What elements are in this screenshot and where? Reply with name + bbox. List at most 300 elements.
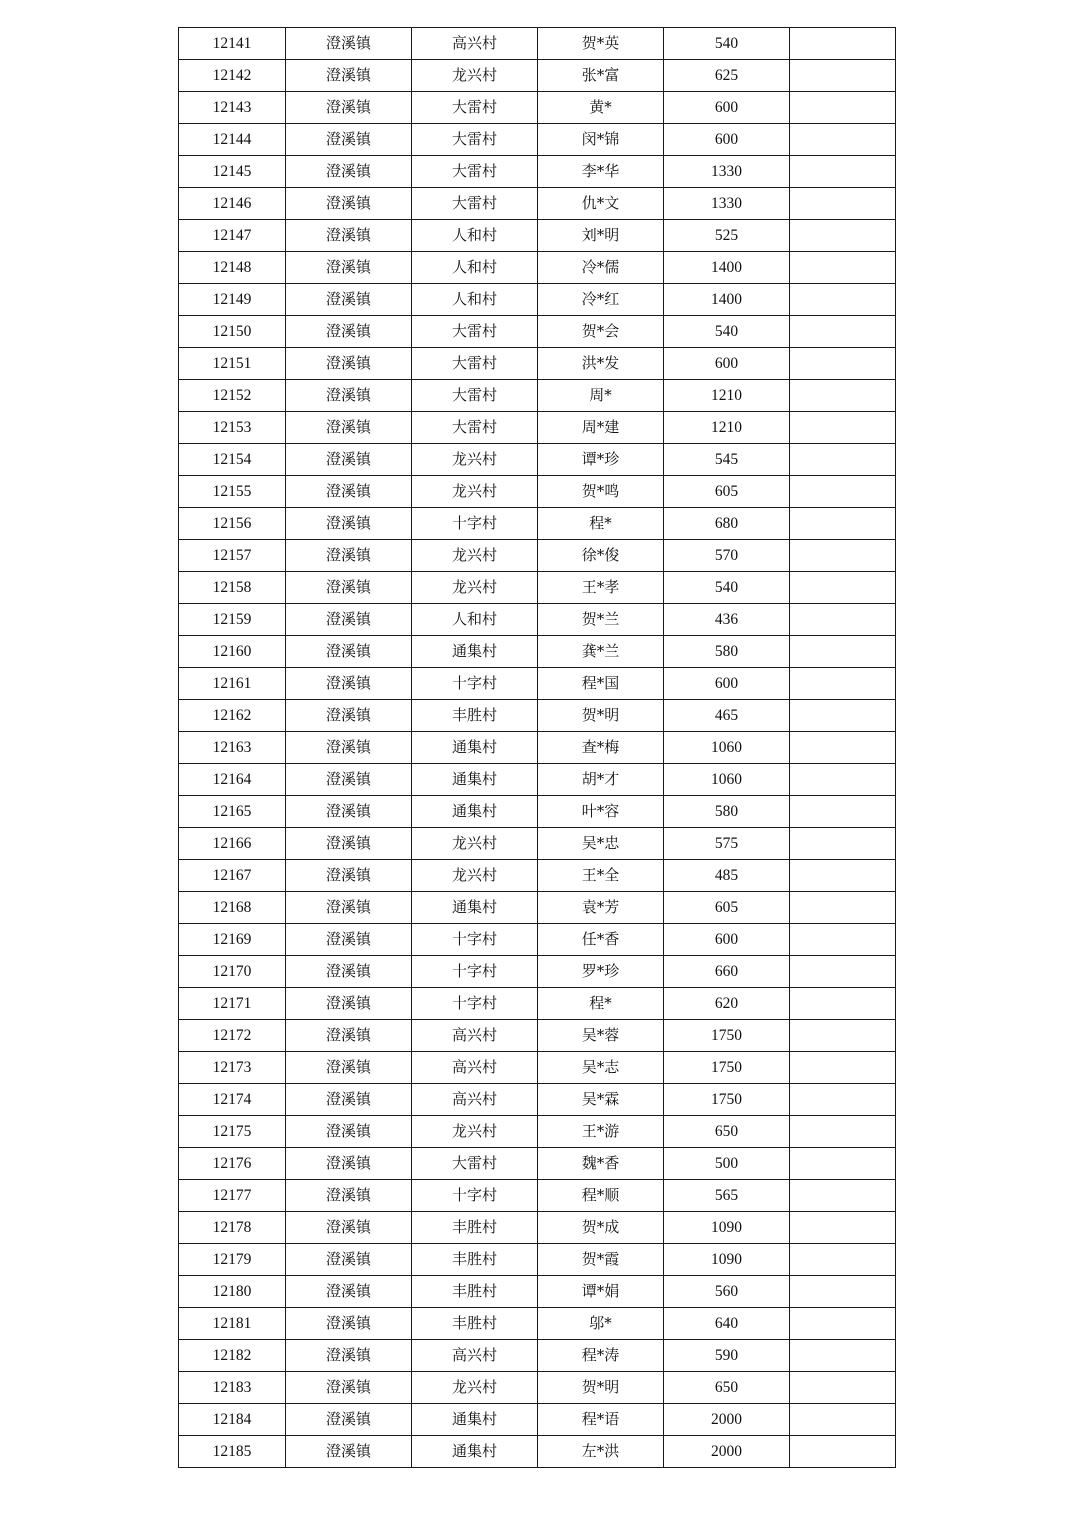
person-name-cell: 程*语 xyxy=(538,1404,664,1436)
town-cell: 澄溪镇 xyxy=(286,604,412,636)
village-cell: 十字村 xyxy=(412,956,538,988)
person-name-cell: 贺*霞 xyxy=(538,1244,664,1276)
town-cell: 澄溪镇 xyxy=(286,476,412,508)
person-name-cell: 袁*芳 xyxy=(538,892,664,924)
village-cell: 丰胜村 xyxy=(412,1276,538,1308)
town-cell: 澄溪镇 xyxy=(286,1340,412,1372)
table-row xyxy=(179,764,896,796)
amount-cell: 1330 xyxy=(664,188,790,220)
amount-cell: 1750 xyxy=(664,1020,790,1052)
table-row xyxy=(179,476,896,508)
serial-number-cell: 12166 xyxy=(179,828,286,860)
village-cell: 大雷村 xyxy=(412,188,538,220)
serial-number-cell: 12149 xyxy=(179,284,286,316)
person-name-cell: 邬* xyxy=(538,1308,664,1340)
serial-number-cell: 12168 xyxy=(179,892,286,924)
person-name-cell: 周* xyxy=(538,380,664,412)
note-cell xyxy=(790,764,896,796)
note-cell xyxy=(790,316,896,348)
serial-number-cell: 12169 xyxy=(179,924,286,956)
town-cell: 澄溪镇 xyxy=(286,956,412,988)
amount-cell: 1210 xyxy=(664,412,790,444)
village-cell: 高兴村 xyxy=(412,1084,538,1116)
person-name-cell: 冷*儒 xyxy=(538,252,664,284)
amount-cell: 1330 xyxy=(664,156,790,188)
village-cell: 十字村 xyxy=(412,924,538,956)
village-cell: 人和村 xyxy=(412,284,538,316)
note-cell xyxy=(790,636,896,668)
serial-number-cell: 12155 xyxy=(179,476,286,508)
village-cell: 人和村 xyxy=(412,252,538,284)
serial-number-cell: 12170 xyxy=(179,956,286,988)
town-cell: 澄溪镇 xyxy=(286,636,412,668)
amount-cell: 500 xyxy=(664,1148,790,1180)
person-name-cell: 魏*香 xyxy=(538,1148,664,1180)
town-cell: 澄溪镇 xyxy=(286,92,412,124)
town-cell: 澄溪镇 xyxy=(286,60,412,92)
amount-cell: 640 xyxy=(664,1308,790,1340)
table-row xyxy=(179,956,896,988)
table-row xyxy=(179,1372,896,1404)
town-cell: 澄溪镇 xyxy=(286,1404,412,1436)
village-cell: 龙兴村 xyxy=(412,60,538,92)
note-cell xyxy=(790,860,896,892)
town-cell: 澄溪镇 xyxy=(286,764,412,796)
person-name-cell: 贺*英 xyxy=(538,28,664,60)
note-cell xyxy=(790,732,896,764)
note-cell xyxy=(790,956,896,988)
serial-number-cell: 12174 xyxy=(179,1084,286,1116)
town-cell: 澄溪镇 xyxy=(286,1116,412,1148)
note-cell xyxy=(790,572,896,604)
note-cell xyxy=(790,1308,896,1340)
town-cell: 澄溪镇 xyxy=(286,860,412,892)
village-cell: 人和村 xyxy=(412,220,538,252)
note-cell xyxy=(790,1084,896,1116)
amount-cell: 540 xyxy=(664,572,790,604)
person-name-cell: 龚*兰 xyxy=(538,636,664,668)
village-cell: 大雷村 xyxy=(412,124,538,156)
table-row xyxy=(179,60,896,92)
village-cell: 龙兴村 xyxy=(412,444,538,476)
person-name-cell: 胡*才 xyxy=(538,764,664,796)
amount-cell: 1060 xyxy=(664,764,790,796)
village-cell: 丰胜村 xyxy=(412,1212,538,1244)
village-cell: 龙兴村 xyxy=(412,1116,538,1148)
serial-number-cell: 12141 xyxy=(179,28,286,60)
note-cell xyxy=(790,444,896,476)
town-cell: 澄溪镇 xyxy=(286,828,412,860)
person-name-cell: 吴*蓉 xyxy=(538,1020,664,1052)
amount-cell: 2000 xyxy=(664,1404,790,1436)
serial-number-cell: 12148 xyxy=(179,252,286,284)
amount-cell: 575 xyxy=(664,828,790,860)
amount-cell: 436 xyxy=(664,604,790,636)
person-name-cell: 查*梅 xyxy=(538,732,664,764)
table-row xyxy=(179,348,896,380)
town-cell: 澄溪镇 xyxy=(286,252,412,284)
note-cell xyxy=(790,1404,896,1436)
note-cell xyxy=(790,156,896,188)
person-name-cell: 仇*文 xyxy=(538,188,664,220)
amount-cell: 1090 xyxy=(664,1212,790,1244)
serial-number-cell: 12164 xyxy=(179,764,286,796)
town-cell: 澄溪镇 xyxy=(286,668,412,700)
serial-number-cell: 12171 xyxy=(179,988,286,1020)
person-name-cell: 贺*兰 xyxy=(538,604,664,636)
table-row xyxy=(179,700,896,732)
amount-cell: 1750 xyxy=(664,1052,790,1084)
table-row xyxy=(179,188,896,220)
note-cell xyxy=(790,476,896,508)
person-name-cell: 程*国 xyxy=(538,668,664,700)
village-cell: 龙兴村 xyxy=(412,860,538,892)
amount-cell: 540 xyxy=(664,28,790,60)
village-cell: 丰胜村 xyxy=(412,700,538,732)
amount-cell: 650 xyxy=(664,1116,790,1148)
note-cell xyxy=(790,380,896,412)
note-cell xyxy=(790,124,896,156)
note-cell xyxy=(790,1116,896,1148)
person-name-cell: 叶*容 xyxy=(538,796,664,828)
note-cell xyxy=(790,348,896,380)
serial-number-cell: 12161 xyxy=(179,668,286,700)
note-cell xyxy=(790,92,896,124)
serial-number-cell: 12163 xyxy=(179,732,286,764)
village-cell: 丰胜村 xyxy=(412,1244,538,1276)
amount-cell: 680 xyxy=(664,508,790,540)
person-name-cell: 谭*珍 xyxy=(538,444,664,476)
amount-cell: 540 xyxy=(664,316,790,348)
table-row xyxy=(179,316,896,348)
town-cell: 澄溪镇 xyxy=(286,348,412,380)
town-cell: 澄溪镇 xyxy=(286,1180,412,1212)
serial-number-cell: 12151 xyxy=(179,348,286,380)
village-cell: 丰胜村 xyxy=(412,1308,538,1340)
amount-cell: 1090 xyxy=(664,1244,790,1276)
town-cell: 澄溪镇 xyxy=(286,316,412,348)
amount-cell: 660 xyxy=(664,956,790,988)
serial-number-cell: 12152 xyxy=(179,380,286,412)
serial-number-cell: 12162 xyxy=(179,700,286,732)
table-row xyxy=(179,284,896,316)
town-cell: 澄溪镇 xyxy=(286,732,412,764)
serial-number-cell: 12142 xyxy=(179,60,286,92)
town-cell: 澄溪镇 xyxy=(286,380,412,412)
table-row xyxy=(179,1148,896,1180)
table-row xyxy=(179,124,896,156)
village-cell: 大雷村 xyxy=(412,348,538,380)
table-row xyxy=(179,604,896,636)
town-cell: 澄溪镇 xyxy=(286,284,412,316)
serial-number-cell: 12182 xyxy=(179,1340,286,1372)
table-row xyxy=(179,1340,896,1372)
town-cell: 澄溪镇 xyxy=(286,796,412,828)
table-row xyxy=(179,156,896,188)
amount-cell: 1060 xyxy=(664,732,790,764)
amount-cell: 1750 xyxy=(664,1084,790,1116)
note-cell xyxy=(790,508,896,540)
table-row xyxy=(179,444,896,476)
village-cell: 高兴村 xyxy=(412,1052,538,1084)
village-cell: 大雷村 xyxy=(412,380,538,412)
village-cell: 大雷村 xyxy=(412,92,538,124)
town-cell: 澄溪镇 xyxy=(286,1052,412,1084)
town-cell: 澄溪镇 xyxy=(286,508,412,540)
amount-cell: 605 xyxy=(664,892,790,924)
town-cell: 澄溪镇 xyxy=(286,1020,412,1052)
person-name-cell: 贺*明 xyxy=(538,1372,664,1404)
amount-cell: 580 xyxy=(664,636,790,668)
serial-number-cell: 12143 xyxy=(179,92,286,124)
town-cell: 澄溪镇 xyxy=(286,892,412,924)
table-row xyxy=(179,412,896,444)
amount-cell: 545 xyxy=(664,444,790,476)
town-cell: 澄溪镇 xyxy=(286,188,412,220)
note-cell xyxy=(790,1052,896,1084)
village-cell: 大雷村 xyxy=(412,1148,538,1180)
person-name-cell: 黄* xyxy=(538,92,664,124)
town-cell: 澄溪镇 xyxy=(286,156,412,188)
serial-number-cell: 12159 xyxy=(179,604,286,636)
serial-number-cell: 12145 xyxy=(179,156,286,188)
town-cell: 澄溪镇 xyxy=(286,1148,412,1180)
person-name-cell: 吴*霖 xyxy=(538,1084,664,1116)
town-cell: 澄溪镇 xyxy=(286,220,412,252)
village-cell: 通集村 xyxy=(412,1436,538,1468)
village-cell: 高兴村 xyxy=(412,1020,538,1052)
person-name-cell: 谭*娟 xyxy=(538,1276,664,1308)
note-cell xyxy=(790,1148,896,1180)
person-name-cell: 周*建 xyxy=(538,412,664,444)
amount-cell: 485 xyxy=(664,860,790,892)
table-row xyxy=(179,1436,896,1468)
serial-number-cell: 12157 xyxy=(179,540,286,572)
town-cell: 澄溪镇 xyxy=(286,1212,412,1244)
note-cell xyxy=(790,828,896,860)
note-cell xyxy=(790,188,896,220)
table-row xyxy=(179,1212,896,1244)
serial-number-cell: 12173 xyxy=(179,1052,286,1084)
person-name-cell: 贺*鸣 xyxy=(538,476,664,508)
note-cell xyxy=(790,60,896,92)
serial-number-cell: 12181 xyxy=(179,1308,286,1340)
serial-number-cell: 12160 xyxy=(179,636,286,668)
person-name-cell: 王*全 xyxy=(538,860,664,892)
serial-number-cell: 12179 xyxy=(179,1244,286,1276)
village-cell: 十字村 xyxy=(412,988,538,1020)
amount-cell: 525 xyxy=(664,220,790,252)
serial-number-cell: 12154 xyxy=(179,444,286,476)
amount-cell: 1210 xyxy=(664,380,790,412)
serial-number-cell: 12185 xyxy=(179,1436,286,1468)
village-cell: 龙兴村 xyxy=(412,476,538,508)
amount-cell: 600 xyxy=(664,124,790,156)
village-cell: 龙兴村 xyxy=(412,540,538,572)
table-row xyxy=(179,540,896,572)
table-row xyxy=(179,924,896,956)
amount-cell: 600 xyxy=(664,92,790,124)
person-name-cell: 王*孝 xyxy=(538,572,664,604)
table-row xyxy=(179,796,896,828)
town-cell: 澄溪镇 xyxy=(286,124,412,156)
table-row xyxy=(179,252,896,284)
person-name-cell: 吴*忠 xyxy=(538,828,664,860)
note-cell xyxy=(790,892,896,924)
town-cell: 澄溪镇 xyxy=(286,1436,412,1468)
amount-cell: 620 xyxy=(664,988,790,1020)
amount-cell: 2000 xyxy=(664,1436,790,1468)
table-row xyxy=(179,892,896,924)
village-cell: 高兴村 xyxy=(412,28,538,60)
serial-number-cell: 12172 xyxy=(179,1020,286,1052)
village-cell: 通集村 xyxy=(412,732,538,764)
note-cell xyxy=(790,988,896,1020)
serial-number-cell: 12153 xyxy=(179,412,286,444)
serial-number-cell: 12156 xyxy=(179,508,286,540)
amount-cell: 600 xyxy=(664,348,790,380)
person-name-cell: 张*富 xyxy=(538,60,664,92)
village-cell: 人和村 xyxy=(412,604,538,636)
person-name-cell: 程*涛 xyxy=(538,1340,664,1372)
village-cell: 龙兴村 xyxy=(412,828,538,860)
table-row xyxy=(179,1084,896,1116)
amount-cell: 560 xyxy=(664,1276,790,1308)
amount-cell: 580 xyxy=(664,796,790,828)
note-cell xyxy=(790,1372,896,1404)
person-name-cell: 程* xyxy=(538,508,664,540)
village-cell: 通集村 xyxy=(412,1404,538,1436)
serial-number-cell: 12184 xyxy=(179,1404,286,1436)
village-cell: 大雷村 xyxy=(412,156,538,188)
table-row xyxy=(179,1180,896,1212)
table-row xyxy=(179,1276,896,1308)
town-cell: 澄溪镇 xyxy=(286,1244,412,1276)
serial-number-cell: 12165 xyxy=(179,796,286,828)
amount-cell: 1400 xyxy=(664,284,790,316)
amount-cell: 650 xyxy=(664,1372,790,1404)
village-cell: 龙兴村 xyxy=(412,1372,538,1404)
person-name-cell: 闵*锦 xyxy=(538,124,664,156)
note-cell xyxy=(790,924,896,956)
table-row xyxy=(179,508,896,540)
town-cell: 澄溪镇 xyxy=(286,444,412,476)
table-row xyxy=(179,1404,896,1436)
serial-number-cell: 12176 xyxy=(179,1148,286,1180)
table-row xyxy=(179,636,896,668)
table-row xyxy=(179,572,896,604)
village-cell: 十字村 xyxy=(412,508,538,540)
village-cell: 龙兴村 xyxy=(412,572,538,604)
town-cell: 澄溪镇 xyxy=(286,572,412,604)
amount-cell: 600 xyxy=(664,924,790,956)
town-cell: 澄溪镇 xyxy=(286,924,412,956)
serial-number-cell: 12158 xyxy=(179,572,286,604)
person-name-cell: 李*华 xyxy=(538,156,664,188)
serial-number-cell: 12178 xyxy=(179,1212,286,1244)
note-cell xyxy=(790,668,896,700)
note-cell xyxy=(790,28,896,60)
village-cell: 通集村 xyxy=(412,636,538,668)
table-row xyxy=(179,92,896,124)
table-row xyxy=(179,988,896,1020)
person-name-cell: 徐*俊 xyxy=(538,540,664,572)
town-cell: 澄溪镇 xyxy=(286,28,412,60)
serial-number-cell: 12177 xyxy=(179,1180,286,1212)
amount-cell: 590 xyxy=(664,1340,790,1372)
amount-cell: 465 xyxy=(664,700,790,732)
note-cell xyxy=(790,1212,896,1244)
town-cell: 澄溪镇 xyxy=(286,1084,412,1116)
note-cell xyxy=(790,412,896,444)
note-cell xyxy=(790,220,896,252)
serial-number-cell: 12167 xyxy=(179,860,286,892)
table-row xyxy=(179,668,896,700)
note-cell xyxy=(790,1340,896,1372)
table-row xyxy=(179,732,896,764)
person-name-cell: 左*洪 xyxy=(538,1436,664,1468)
amount-cell: 625 xyxy=(664,60,790,92)
village-cell: 十字村 xyxy=(412,668,538,700)
town-cell: 澄溪镇 xyxy=(286,988,412,1020)
table-row xyxy=(179,380,896,412)
serial-number-cell: 12147 xyxy=(179,220,286,252)
note-cell xyxy=(790,284,896,316)
person-name-cell: 程* xyxy=(538,988,664,1020)
town-cell: 澄溪镇 xyxy=(286,1372,412,1404)
village-cell: 大雷村 xyxy=(412,316,538,348)
town-cell: 澄溪镇 xyxy=(286,412,412,444)
serial-number-cell: 12144 xyxy=(179,124,286,156)
village-cell: 高兴村 xyxy=(412,1340,538,1372)
person-name-cell: 刘*明 xyxy=(538,220,664,252)
note-cell xyxy=(790,1020,896,1052)
person-name-cell: 程*顺 xyxy=(538,1180,664,1212)
person-name-cell: 吴*志 xyxy=(538,1052,664,1084)
table-row xyxy=(179,1020,896,1052)
table-row xyxy=(179,1116,896,1148)
note-cell xyxy=(790,1244,896,1276)
table-row xyxy=(179,220,896,252)
note-cell xyxy=(790,700,896,732)
amount-cell: 1400 xyxy=(664,252,790,284)
table-row xyxy=(179,1308,896,1340)
amount-cell: 570 xyxy=(664,540,790,572)
table-row xyxy=(179,1244,896,1276)
person-name-cell: 贺*会 xyxy=(538,316,664,348)
serial-number-cell: 12150 xyxy=(179,316,286,348)
roster-table xyxy=(178,27,896,1468)
person-name-cell: 冷*红 xyxy=(538,284,664,316)
serial-number-cell: 12175 xyxy=(179,1116,286,1148)
village-cell: 通集村 xyxy=(412,892,538,924)
note-cell xyxy=(790,604,896,636)
person-name-cell: 贺*明 xyxy=(538,700,664,732)
note-cell xyxy=(790,540,896,572)
person-name-cell: 王*游 xyxy=(538,1116,664,1148)
town-cell: 澄溪镇 xyxy=(286,1276,412,1308)
amount-cell: 605 xyxy=(664,476,790,508)
note-cell xyxy=(790,1436,896,1468)
town-cell: 澄溪镇 xyxy=(286,700,412,732)
serial-number-cell: 12146 xyxy=(179,188,286,220)
village-cell: 十字村 xyxy=(412,1180,538,1212)
amount-cell: 565 xyxy=(664,1180,790,1212)
table-row xyxy=(179,860,896,892)
person-name-cell: 任*香 xyxy=(538,924,664,956)
town-cell: 澄溪镇 xyxy=(286,1308,412,1340)
person-name-cell: 罗*珍 xyxy=(538,956,664,988)
